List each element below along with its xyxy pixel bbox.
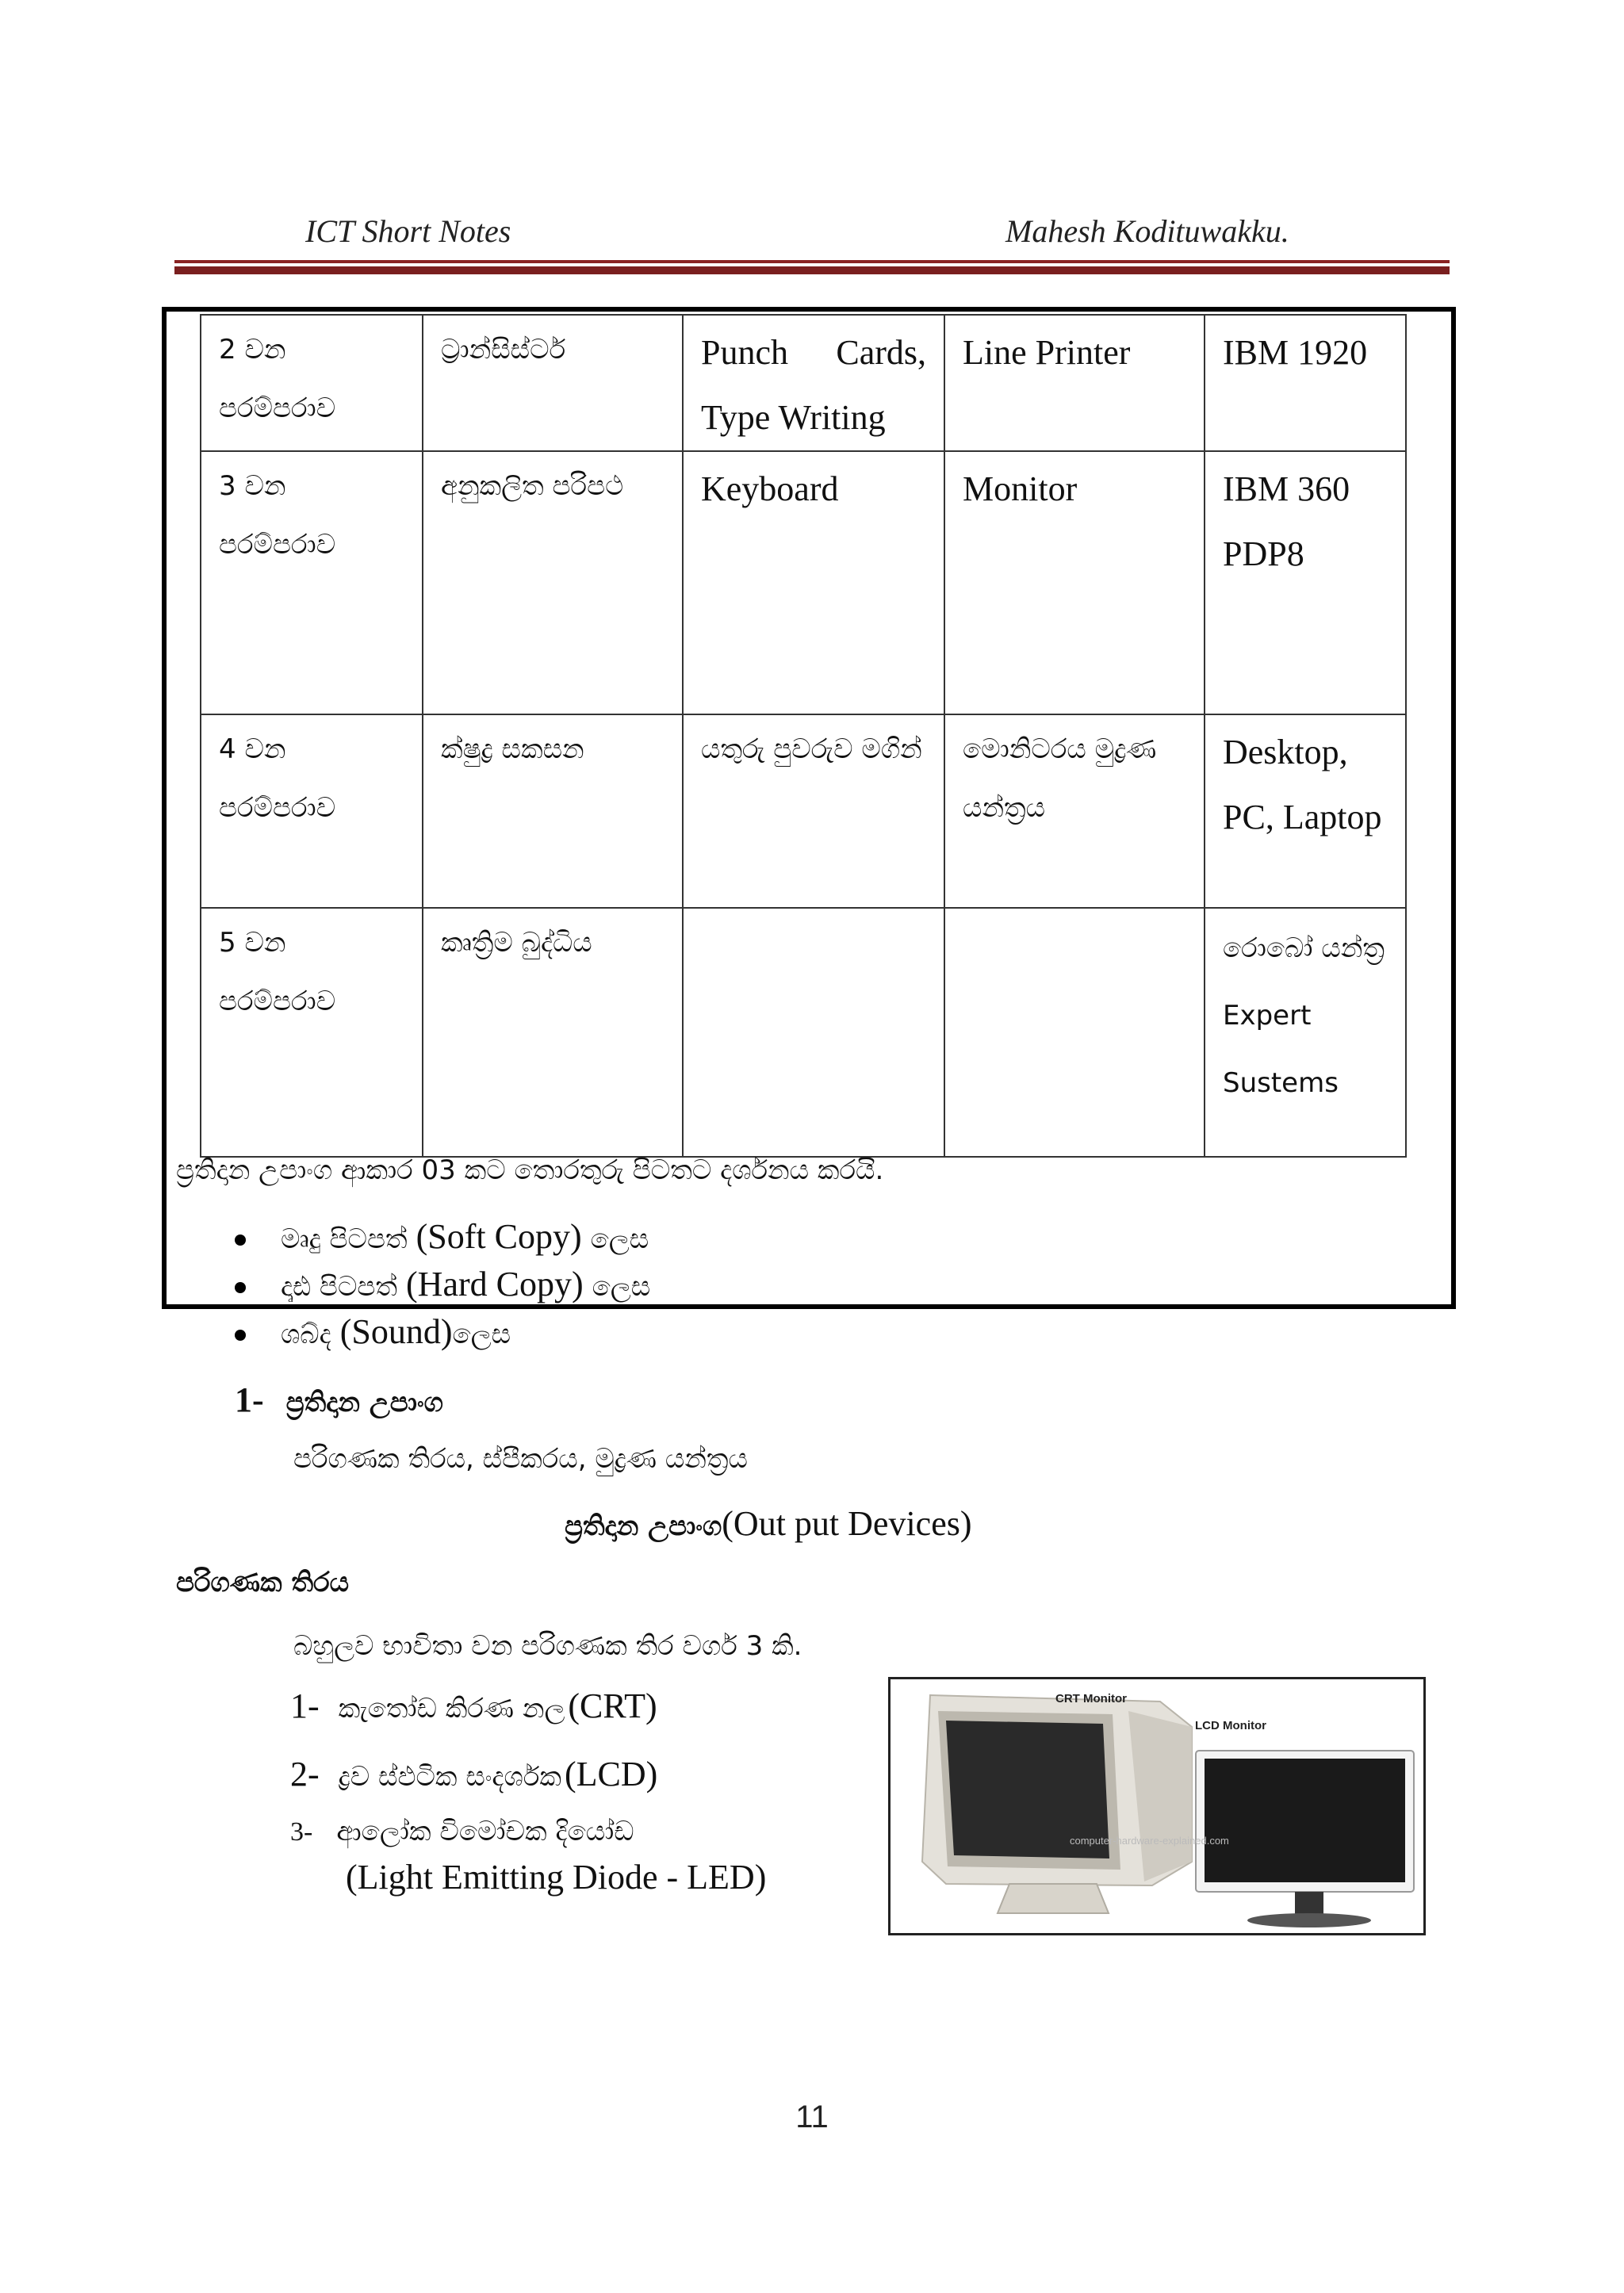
table-cell <box>1205 908 1406 1157</box>
table-cell: IBM 360 PDP8 <box>1205 451 1406 714</box>
list-item <box>235 1311 511 1352</box>
table-cell: යතුරු පුවරුව මගින් <box>683 714 944 908</box>
table-cell <box>944 908 1205 1157</box>
watermark: computer-hardware-explained.com <box>1070 1835 1229 1847</box>
section-number: 1- <box>235 1380 264 1419</box>
item-si: කැතෝඩ කිරණ නල <box>338 1693 565 1725</box>
table-cell: අනුකලිත පරිපථ <box>423 451 683 714</box>
list-item <box>290 1816 634 1847</box>
item-si: ආලෝක විමෝචක දියෝඩ <box>336 1816 634 1847</box>
center-heading <box>565 1503 972 1544</box>
item-number: 3- <box>290 1817 313 1847</box>
item-en: (CRT) <box>568 1686 657 1725</box>
table-cell: Monitor <box>944 451 1205 714</box>
crt-label: CRT Monitor <box>1055 1692 1127 1705</box>
table-cell <box>683 908 944 1157</box>
header-title: ICT Short Notes <box>305 213 511 249</box>
table-cell: ක්ෂුද්‍ර සකසන <box>423 714 683 908</box>
item-number: 1- <box>290 1686 320 1725</box>
table-cell: IBM 1920 <box>1205 315 1406 451</box>
table-row <box>201 451 1406 714</box>
table-row <box>201 315 1406 451</box>
cell-text-si: රොබෝ යන්ත්‍ර Expert Sustems <box>1223 932 1385 1099</box>
center-heading-en: (Out put Devices) <box>722 1504 972 1543</box>
crt-lcd-illustration <box>891 1679 1423 1933</box>
bullet-en: (Hard Copy) <box>406 1265 584 1303</box>
list-item <box>235 1264 650 1304</box>
item-si: ද්‍රව ස්ඵටික සංදර්ශක <box>338 1761 561 1793</box>
table-cell: මොනිටරය මුද්‍රණ යන්ත්‍රය <box>944 714 1205 908</box>
bullet-si: ශබ්ද <box>281 1319 331 1350</box>
bullet-si: දෘඪ පිටපත් <box>281 1271 398 1303</box>
list-item <box>290 1686 657 1726</box>
monitor-image <box>888 1677 1426 1935</box>
bullet-en: (Soft Copy) <box>416 1217 582 1256</box>
section-heading <box>235 1380 443 1420</box>
bullet-si2: ලෙස <box>452 1319 511 1350</box>
header-rule <box>174 260 1450 263</box>
item-en: (Light Emitting Diode - LED) <box>346 1858 767 1897</box>
section-items: පරිගණක තිරය, ස්පීකරය, මුද්‍රණ යන්ත්‍රය <box>293 1443 748 1475</box>
table-cell: 3 වන පරම්පරාව <box>201 451 423 714</box>
table-cell: 5 වන පරම්පරාව <box>201 908 423 1157</box>
bullet-icon <box>235 1330 246 1341</box>
bullet-si2: ලෙස <box>592 1271 651 1303</box>
header-rule-thick <box>174 266 1450 274</box>
table-cell: Desktop, PC, Laptop <box>1205 714 1406 908</box>
table-cell: 2 වන පරම්පරාව <box>201 315 423 451</box>
table-row <box>201 714 1406 908</box>
bullet-si: මෘදු පිටපත් <box>281 1223 408 1255</box>
center-heading-si: ප්‍රතිදාන උපාංග <box>565 1510 722 1542</box>
item-en: (LCD) <box>564 1755 658 1793</box>
list-item <box>290 1754 657 1794</box>
table-cell: 4 වන පරම්පරාව <box>201 714 423 908</box>
table-cell: ට්‍රාන්සිස්ටර් <box>423 315 683 451</box>
table-cell <box>683 315 944 451</box>
table-cell: Line Printer <box>944 315 1205 451</box>
monitor-intro: බහුලව භාවිතා වන පරිගණක තිර වර්ග 3 කි. <box>293 1630 802 1662</box>
monitor-heading: පරිගණක තිරය <box>176 1567 350 1598</box>
table-cell: කෘත්‍රිම බුද්ධිය <box>423 908 683 1157</box>
lcd-label: LCD Monitor <box>1195 1719 1266 1732</box>
bullet-en: (Sound) <box>339 1312 453 1351</box>
output-intro: ප්‍රතිදාන උපාංග ආකාර 03 කට තොරතුරු පිටතට දර්ශනය කරයි. <box>176 1154 884 1186</box>
cell-text: Punch Cards, Type Writing <box>701 333 926 437</box>
list-item <box>235 1216 649 1257</box>
header-author: Mahesh Kodituwakku. <box>1005 213 1289 249</box>
generations-table <box>200 314 1407 1158</box>
bullet-si2: ලෙස <box>590 1223 649 1255</box>
table-cell: Keyboard <box>683 451 944 714</box>
item-number: 2- <box>290 1755 320 1793</box>
section-title: ප්‍රතිදාන උපාංග <box>285 1387 443 1418</box>
page-number: 11 <box>795 2100 829 2134</box>
bullet-icon <box>235 1235 246 1246</box>
table-row <box>201 908 1406 1157</box>
bullet-icon <box>235 1282 246 1293</box>
